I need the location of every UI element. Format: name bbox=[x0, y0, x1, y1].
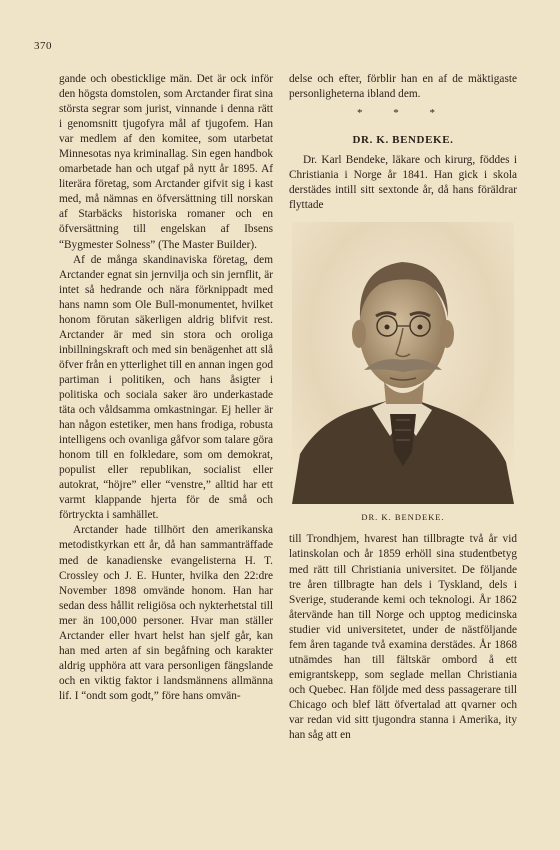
page-number: 370 bbox=[34, 40, 52, 52]
portrait-illustration bbox=[292, 222, 514, 504]
paragraph: till Trondhjem, hvarest han tillbragte två år vid latinskolan och år 1859 erhöll sina studentbetyg med rätt till Christiania universitet. De följande tre åren tillbragte han dels i Tyskland, dels i Sverige, studerande kemi och teknologi. År 1862 återvände han till Norge och upptog medicinska studier vid universitetet, under de nästföljande fem åren tagande två examina derstädes. År 1868 utnämdes han till fältskär ombord å ett emigrantskepp, som seglade mellan Christiania och Quebec. Han följde med dess passagerare till Chicago och blef lätt öfvertalad att qvarner och var redan vid sitt tjugondra stanna i Amerika, ity han såg att en bbox=[289, 533, 517, 742]
image-caption: DR. K. BENDEKE. bbox=[361, 512, 445, 523]
paragraph-continuation: delse och efter, förblir han en af de mäktigaste personligheterna ibland dem. bbox=[289, 73, 517, 101]
portrait-image bbox=[292, 222, 514, 504]
paragraph: Dr. Karl Bendeke, läkare och kirurg, föddes i Christiania i Norge år 1841. Han gick i skola derstädes intill sitt sextonde år, då hans föräldrar flyttade bbox=[289, 154, 517, 212]
paragraph: Af de många skandinaviska företag, dem Arctander egnat sin jernvilja och sin jernflit, är intet så hedrande och nära förknippadt med hans namn som Ole Bull-monumentet, hvilket honom förutan säkerligen aldrig blifvit rest. Arctander är med sin stora och oroliga inbillningskraft och med sin benägenhet att slå öfver från en ytterlighet till en annan ingen god partiman i politiken, och hans åsigter i politiska och sociala saker äro underkastade täta och våldsamma omkastningar. Ej heller är han någon estetiker, men hans frodiga, robusta intelligens och ovanliga gåfvor som talare göra honom till en folkledare, som om demokrat, populist eller republikan, socialist eller autokrat, “höjre” eller “venstre,” alltid har ett varmt klappande hjerta för de små och förtryckta i samhället. bbox=[59, 253, 273, 522]
section-separator: * * * bbox=[357, 107, 449, 120]
section-heading: DR. K. BENDEKE. bbox=[352, 134, 454, 147]
right-column bbox=[289, 72, 517, 743]
paragraph: gande och obesticklige män. Det är ock inför den högsta domstolen, som Arctander firat sina största segrar som jurist, vinnande i denna rätt i genomsnitt tjugofyra mål af tjugofem. Han var medlem af den komitee, som utarbetat Minnesotas nya kriminallag. Sin egen handbok omarbetade han och utgaf på nytt år 1895. Af literära företag, som Arctander gifvit sig i kast med, må nämnas en öfversättning till norskan af Starbäcks historiska romaner och en öfversättning till engelskan af Ibsens “Bygmester Solness” (The Master Builder). bbox=[59, 73, 273, 251]
paragraph: Arctander hade tillhört den amerikanska metodistkyrkan ett år, då han sammanträffade med de kanadienske evangelisterna H. T. Crossley och J. E. Hunter, hvilka den 22:dre November 1898 omvände honom. Han har sedan dess hållit religiösa och nykterhetstal till mer än 100,000 personer. Hvar man ställer Arctander eller hvart helst han sjelf går, kan han med arten af sin begåfning och karakter aldrig upphöra att vara personligen fängslande och en viktig faktor i landsmännens allmänna lif. I “ondt som godt,” före hans omvän- bbox=[59, 524, 273, 702]
left-column bbox=[59, 72, 273, 704]
